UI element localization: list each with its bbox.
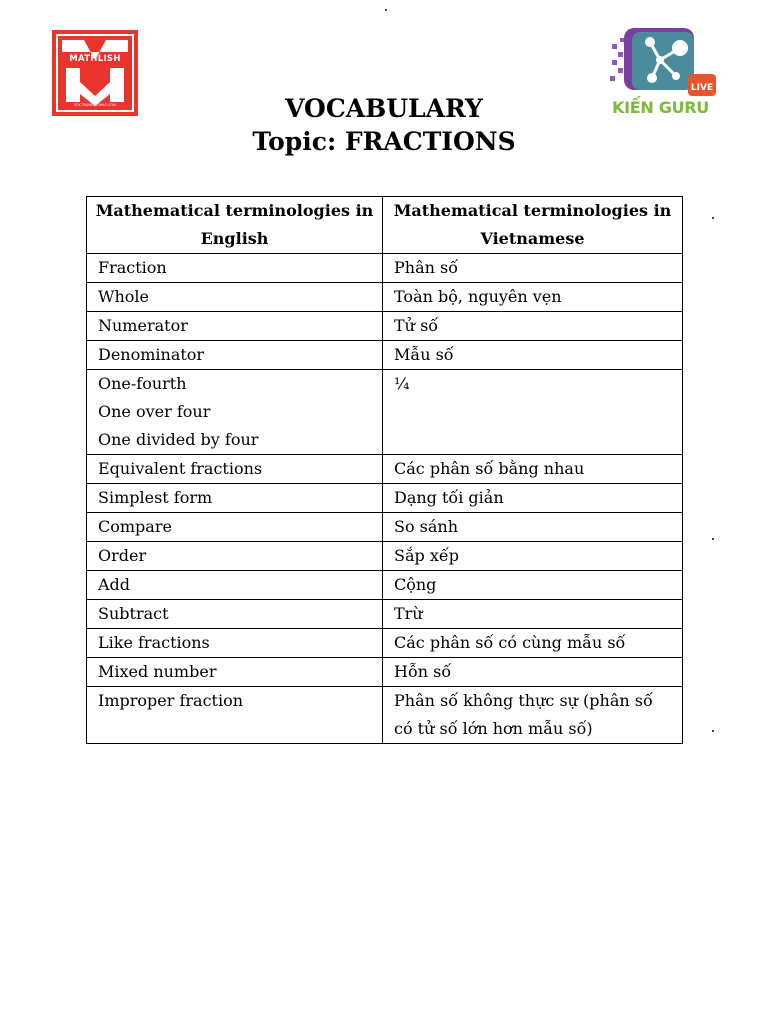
page-subtitle: Topic: FRACTIONS — [252, 127, 516, 156]
term-english: Compare — [98, 517, 172, 536]
term-english: One-fourth — [98, 374, 187, 393]
header-vietnamese: Mathematical terminologies in Vietnamese — [383, 197, 683, 254]
logo-left-sub: SOCTRANGWORKS.COM — [73, 103, 117, 107]
term-vietnamese: Sắp xếp — [383, 542, 683, 571]
table-row — [87, 484, 683, 513]
term-english: One divided by four — [98, 430, 259, 449]
term-vietnamese: Phân số không thực sự (phân số có tử số lớn hơn mẫu số) — [383, 687, 683, 744]
term-english-cell — [87, 341, 383, 370]
vocabulary-table — [86, 196, 683, 744]
term-english-cell — [87, 571, 383, 600]
term-english-cell — [87, 484, 383, 513]
term-english: Whole — [98, 287, 149, 306]
term-vietnamese: Dạng tối giản — [383, 484, 683, 513]
term-english: Like fractions — [98, 633, 210, 652]
term-english: Fraction — [98, 258, 167, 277]
term-english-cell — [87, 687, 383, 744]
header-english: Mathematical terminologies in English — [87, 197, 383, 254]
live-badge: LIVE — [688, 74, 716, 96]
table-row — [87, 571, 683, 600]
term-english-cell — [87, 542, 383, 571]
term-english: One over four — [98, 402, 211, 421]
table-row — [87, 513, 683, 542]
table-row — [87, 455, 683, 484]
term-vietnamese: Các phân số bằng nhau — [383, 455, 683, 484]
table-header-row — [87, 197, 683, 254]
table-row — [87, 658, 683, 687]
term-english: Mixed number — [98, 662, 217, 681]
term-vietnamese: Trừ — [383, 600, 683, 629]
scan-dot — [712, 538, 714, 540]
scan-dot — [712, 217, 714, 219]
term-english-cell — [87, 312, 383, 341]
term-english-cell — [87, 658, 383, 687]
term-english: Equivalent fractions — [98, 459, 263, 478]
table-row — [87, 283, 683, 312]
table-row — [87, 370, 683, 455]
table-row — [87, 254, 683, 283]
term-english: Add — [98, 575, 131, 594]
term-english-cell — [87, 455, 383, 484]
term-vietnamese: Tử số — [383, 312, 683, 341]
page-title: VOCABULARY — [285, 94, 483, 123]
term-vietnamese: Phân số — [383, 254, 683, 283]
term-english: Numerator — [98, 316, 188, 335]
term-english-cell — [87, 254, 383, 283]
term-english: Improper fraction — [98, 691, 244, 710]
term-english: Simplest form — [98, 488, 213, 507]
table-row — [87, 542, 683, 571]
logo-right-brand: KIẾN GURU — [612, 98, 709, 117]
term-english: Denominator — [98, 345, 205, 364]
term-english-cell — [87, 513, 383, 542]
term-vietnamese: Cộng — [383, 571, 683, 600]
term-vietnamese: So sánh — [383, 513, 683, 542]
table-row — [87, 341, 683, 370]
scan-dot — [712, 730, 714, 732]
table-row — [87, 600, 683, 629]
table-row — [87, 312, 683, 341]
term-english: Subtract — [98, 604, 169, 623]
table-row — [87, 629, 683, 658]
term-vietnamese: Các phân số có cùng mẫu số — [383, 629, 683, 658]
logo-left-brand: MATHLISH — [69, 54, 121, 64]
term-english-cell — [87, 283, 383, 312]
term-vietnamese: Mẫu số — [383, 341, 683, 370]
term-vietnamese: ¼ — [383, 370, 683, 455]
term-english: Order — [98, 546, 147, 565]
scan-dot — [385, 9, 387, 11]
term-vietnamese: Toàn bộ, nguyên vẹn — [383, 283, 683, 312]
table-row — [87, 687, 683, 744]
term-english-cell — [87, 629, 383, 658]
term-english-cell — [87, 370, 383, 455]
term-english-cell — [87, 600, 383, 629]
term-vietnamese: Hỗn số — [383, 658, 683, 687]
